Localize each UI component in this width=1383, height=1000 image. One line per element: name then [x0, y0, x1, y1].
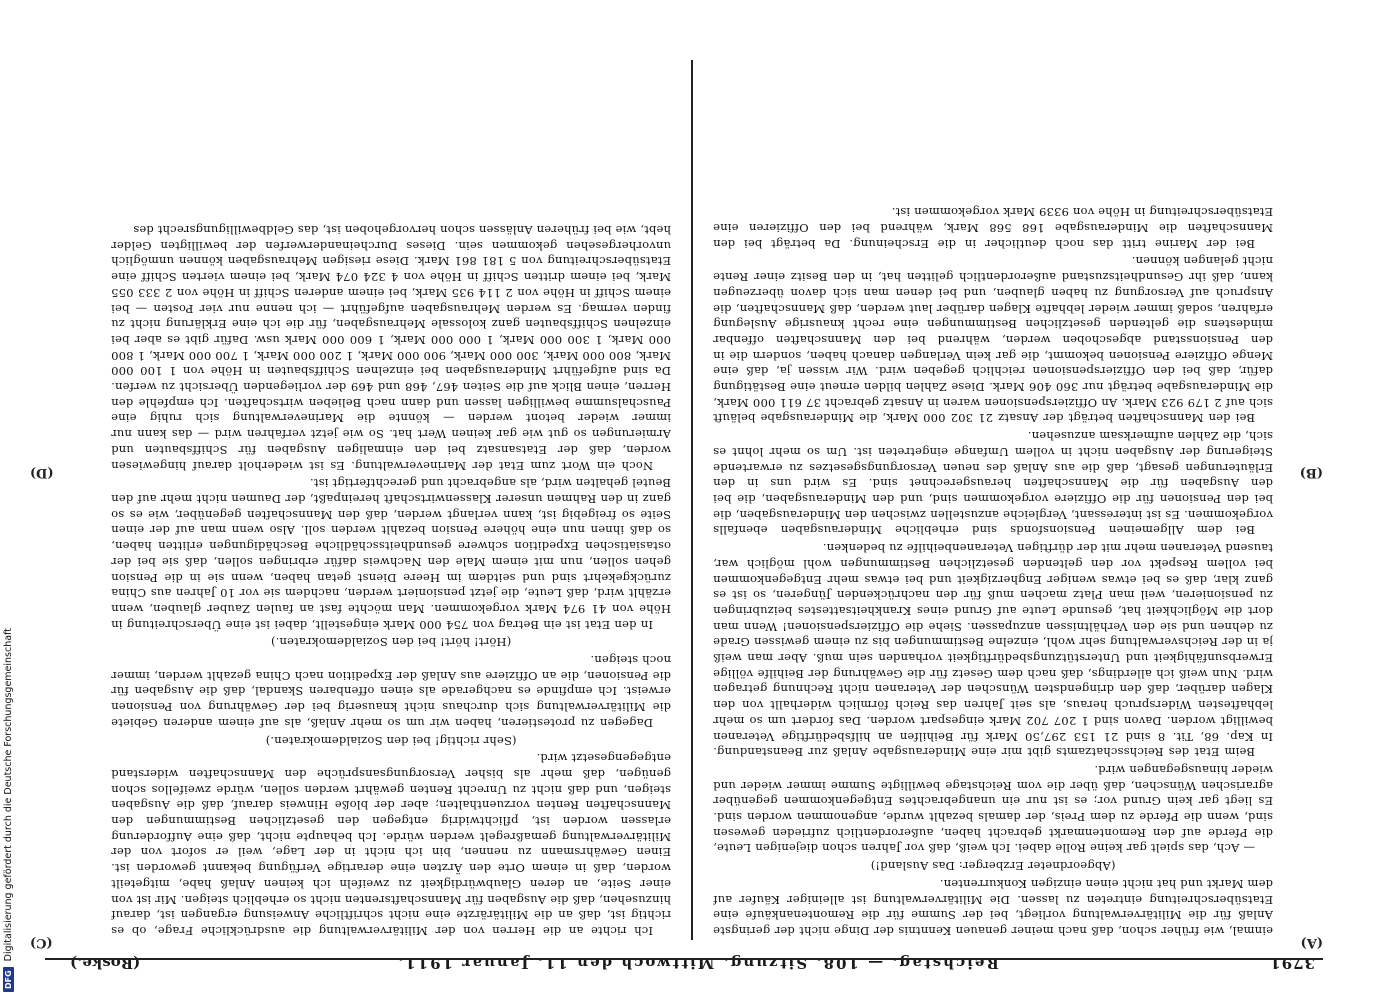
paragraph: — Ach, das spielt gar keine Rolle dabei. Ich weiß, daß vor Jahren schon diejenigen Leute, die Pferde auf den Remontenmarkt gebracht haben, außerordentlich zufrieden gewesen sind, wenn die Pferde zu dem Preis, der damals bezahlt wurde, angenommen worden sind. Es liegt gar kein Grund vor; es ist nur ein unangebrachtes Entgegenkommen gegenüber agrarischen Wünschen, daß über die vom Reichstage bewilligte Summe immer wieder und wieder hinausgegangen wird. [713, 762, 1273, 856]
paragraph: Noch ein Wort zum Etat der Marineverwaltung. Es ist wiederholt darauf hingewiesen worden, daß der Etatsansatz bei den einmaligen Ausgaben für Schiffsbauten und Armierungen so gut wie gar keinen Wert hat. So wie jetzt verfahren wird — das kann nur immer wieder betont werden — könnte die Marineverwaltung sich ruhig eine Pauschalsumme bewilligen lassen und dann nach Belieben wirtschaften. Ich empfehle den Herren, einen Blick auf die Seiten 467, 468 und 469 der vorliegenden Übersicht zu werfen. Da sind aufgeführt Minderausgaben bei einzelnen Schiffsbauten in Höhe von 1 100 000 Mark, 800 000 Mark, 300 000 Mark, 900 000 Mark, 1 200 000 Mark, 1 700 000 Mark, 1 800 000 Mark, 1 300 000 Mark, 1 000 000 Mark, 1 600 000 Mark usw. Dafür gibt es aber bei einzelnen Schiffsbauten ganz kolossale Mehrausgaben, für die ich eine Erklärung nicht zu finden vermag. Es werden Mehrausgaben aufgeführt — ich nenne nur vier Posten — bei einem Schiff in Höhe von 2 114 935 Mark, bei einem anderen Schiff in Höhe von 2 333 055 Mark, bei einem dritten Schiff in Höhe von 4 324 074 Mark, bei einem vierten Schiff eine Etatsüberschreitung von 5 181 861 Mark. Diese riesigen Mehrausgaben können unmöglich unvorhergesehen gekommen sein. Dieses Durcheinanderwerfen der bewilligten Gelder hebt, wie bei früheren Anlässen schon hervorgehoben ist, das Geldbewilligungsrecht des [111, 223, 671, 473]
margin-mark-d: (D) [30, 465, 54, 480]
page-title: Reichstag. — 108. Sitzung. Mittwoch den 11. Januar 1911. [396, 954, 999, 972]
paragraph: (Abgeordneter Erzberger: Das Ausland!) [870, 859, 1116, 874]
paragraph: Bei dem Allgemeinen Pensionsfonds sind erhebliche Minderausgaben ebenfalls vorgekommen. Es ist interessant, Vergleiche anzustellen zwischen den Minderausgaben, die bei den Pensionen für die Offiziere vorgekommen sind, und den Minderausgaben, die bei den Ausgaben für die Mannschaften herausgerechnet sind. Es wird uns in den Erläuterungen gesagt, daß die aus Anlaß des neuen Versorgungsgesetzes zu erwartende Steigerung der Ausgaben nicht in vollem Umfange eingetreten ist. Um so mehr lohnt es sich, die Zahlen aufmerksam anzusehen. [713, 429, 1273, 538]
header-rule [45, 958, 1323, 960]
margin-mark-a: (A) [1300, 935, 1323, 950]
paragraph: Bei den Mannschaften beträgt der Ansatz 21 302 000 Mark, die Minderausgabe beläuft sich auf 2 179 923 Mark. An Offizierspensionen waren in Ansatz gebracht 37 611 000 Mark, die Minderausgabe beträgt nur 360 406 Mark. Diese Zahlen bilden erneut eine Bestätigung dafür, daß bei den Offizierspensionen reichlich gegeben wird. Wir wissen ja, daß eine Menge Offiziere Pensionen bekommt, die gar kein Verlangen danach haben, sondern die in den Pensionsstand abgeschoben werden, während bei den Mannschaften offenbar mindestens die geltenden gesetzlichen Bestimmungen eine recht knausrige Auslegung erfahren, sodaß immer wieder lebhafte Klagen darüber laut werden, daß Mannschaften, die Anspruch auf Versorgung zu haben glauben, und bei denen man sich davon überzeugen kann, daß ihr Gesundheitszustand außerordentlich gelitten hat, in den Besitz einer Rente nicht gelangen können. [713, 254, 1273, 426]
column-divider [691, 60, 693, 940]
paragraph: (Sehr richtig! bei den Sozialdemokraten.) [265, 733, 517, 748]
footer-text: Digitalisierung gefördert durch die Deutsche Forschungsgemeinschaft [3, 628, 14, 962]
paragraph: Ich richte an die Herren von der Militärverwaltung die ausdrückliche Frage, ob es richtig ist, daß an die Militärärzte eine nicht schriftliche Anweisung ergangen ist, darauf hinzusehen, daß die Ausgaben für Mannschaftsrenten nicht so erheblich steigen. Mir ist von einer Seite, an deren Glaubwürdigkeit zu zweifeln ich keinen Anlaß habe, mitgeteilt worden, daß in einem Orte den Ärzten eine derartige Verfügung bekannt geworden ist. Einen Gewährsmann zu nennen, bin ich nicht in der Lage, weil er sofort von der Militärverwaltung gemaßregelt werden würde. Ich behaupte nicht, daß eine Aufforderung erlassen worden ist, pflichtwidrig entgegen den gesetzlichen Bestimmungen den Mannschaften Renten vorzuenthalten; aber der bloße Hinweis darauf, daß die Ausgaben steigen, und daß nicht zu Unrecht Renten gewährt werden sollen, würde zweifellos schon genügen, daß mehr als bisher Versorgungsansprüche den Mannschaften widerstand entgegengesetzt wird. [111, 751, 671, 938]
paragraph: Dagegen zu protestieren, haben wir um so mehr Anlaß, als auf einem anderen Gebiete die Militärverwaltung sich durchaus nicht knauserig bei der Gewährung von Pensionen erweist. Ich empfinde es nachgerade als einen offenbaren Skandal, daß die Ausgaben für die Pensionen, die an Offiziere aus Anlaß der Expedition nach China gezahlt werden, immer noch steigen. [111, 653, 671, 730]
margin-mark-c: (C) [30, 935, 53, 950]
footer-credit [2, 0, 16, 1000]
page-number: 3791 [1269, 954, 1315, 972]
text-column-left [713, 58, 1273, 938]
speaker-name: (Roske.) [70, 954, 141, 972]
paragraph: In den Etat ist ein Betrag von 754 000 Mark eingestellt, dabei ist eine Überschreitung in Höhe von 41 974 Mark vorgekommen. Man möchte fast an faulen Zauber glauben, wenn erzählt wird, daß Leute, die jetzt pensioniert werden, nachdem sie vor 10 Jahren aus China zurückgekehrt sind und seitdem im Heere Dienst getan haben, wenn sie in die Pension gehen sollen, nun mit einem Male den Nachweis dafür erbringen sollen, daß sie bei der ostasiatischen Expedition schwere gesundheitsschädliche Beschädigungen erlitten haben, so daß ihnen nun eine höhere Pension bezahlt werden soll. Also wenn man auf der einen Seite so freigebig ist, kann verlangt werden, daß den Mannschaften gegenüber, wie es so ganz in den Rahmen unserer Klassenwirtschaft hereinpaßt, der Daumen nicht mehr auf den Beutel gehalten wird, als angebracht und gerechtfertigt ist. [111, 476, 671, 632]
paragraph: Bei der Marine tritt das noch deutlicher in die Erscheinung. Da beträgt bei den Mannschaften die Minderausgabe 168 568 Mark, während bei den Offizieren eine Etatsüberschreitung in Höhe von 9339 Mark vorgekommen ist. [713, 205, 1273, 251]
paragraph: einmal, wie früher schon, daß nach meiner genauen Kenntnis der Dinge nicht der geringste Anlaß für die Militärverwaltung vorliegt, bei der Summe für die Remontenankäufe eine Etatsüberschreitung eintreten zu lassen. Die Militärverwaltung ist alleiniger Käufer auf dem Markt und hat nicht einen einzigen Konkurrenten. [713, 876, 1273, 938]
dfg-logo: DFG [3, 967, 14, 992]
text-column-right [111, 58, 671, 938]
paragraph: Beim Etat des Reichsschatzamts gibt mir eine Minderausgabe Anlaß zur Beanstandung. In Kap. 68, Tit. 8 sind 21 153 297,50 Mark für Beihilfen an hilfsbedürftige Veteranen bewilligt worden. Davon sind 1 207 702 Mark eingespart worden. Das fordert um so mehr lebhaftesten Widerspruch heraus, als seit Jahren das Reich förmlich widerhallt von den Klagen darüber, daß den dringendsten Wünschen der Veteranen nicht Rechnung getragen wird. Nun weiß ich allerdings, daß nach dem Gesetz für die Gewährung der Beihilfe völlige Erwerbsunfähigkeit und Unterstützungsbedürftigkeit vorhanden sein muß. Aber man weiß ja in der Reichsverwaltung sehr wohl, einzelne Bestimmungen bis zu einem gewissen Grade zu dehnen und sie den Verhältnissen anzupassen. Siehe die Offizierspensionen! Wenn man dort die Möglichkeit hat, gesunde Leute auf Grund eines Krankheitsattestes beizubringen zu pensionieren, weil man Platz machen muß für den nachrückenden Jüngeren, so ist es ganz klar, daß es bei etwas weniger Engherzigkeit und bei etwas mehr Entgegenkommen bei vollem Respekt vor den geltenden gesetzlichen Bestimmungen wohl möglich war, tausend Veteranen mehr mit der dürftigen Veteranenbeihilfe zu bedenken. [713, 541, 1273, 760]
paragraph: (Hört! hört! bei den Sozialdemokraten.) [270, 635, 512, 650]
margin-mark-b: (B) [1299, 465, 1323, 480]
